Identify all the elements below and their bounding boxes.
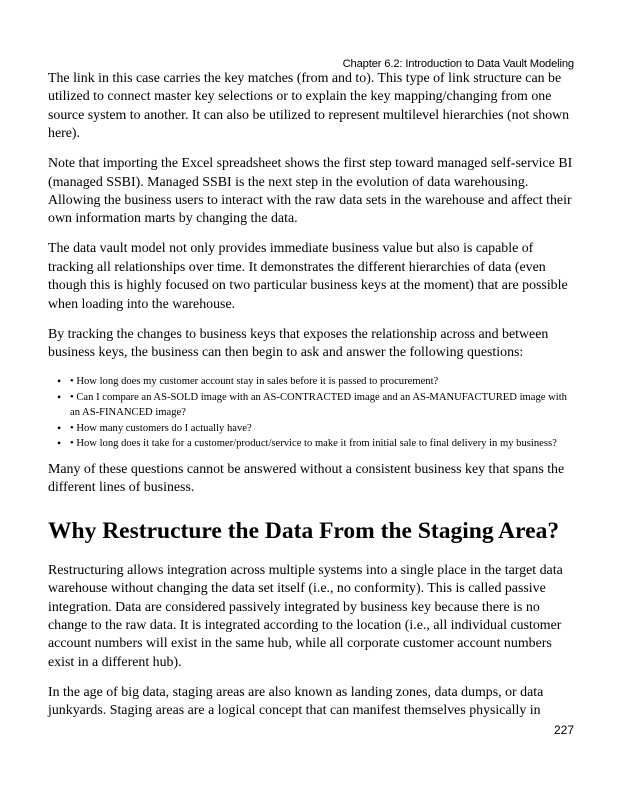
section-heading: Why Restructure the Data From the Staging Area? bbox=[48, 517, 560, 544]
question-list-item: • • Can I compare an AS-SOLD image with an AS-CONTRACTED image and an AS-MANUFACTURED image with an AS-FINANCED image? bbox=[70, 390, 578, 421]
body-paragraph: The data vault model not only provides immediate business value but also is capable of tracking all relationships over time. It demonstrates the different hierarchies of data (even though this is highly focused on two particular business keys at the moment) that are possible when loading into the warehouse. bbox=[48, 241, 568, 312]
question-list-item: • • How long does my customer account stay in sales before it is passed to procurement? bbox=[70, 374, 578, 390]
body-paragraph: In the age of big data, staging areas are also known as landing zones, data dumps, or data junkyards. Staging areas are a logical concept that can manifest themselves physically in bbox=[48, 684, 544, 719]
question-list bbox=[48, 374, 578, 452]
body-paragraph: The link in this case carries the key matches (from and to). This type of link structure can be utilized to connect master key selections or to explain the key mapping/changing from one source system to another. It can also be utilized to represent multilevel hierarchies (not shown here). bbox=[48, 71, 570, 142]
running-header: Chapter 6.2: Introduction to Data Vault Modeling bbox=[342, 58, 574, 70]
page-body bbox=[48, 70, 578, 732]
question-list-item: • • How many customers do I actually have? bbox=[70, 421, 578, 437]
question-list-item: • • How long does it take for a customer/product/service to make it from initial sale to final delivery in my business? bbox=[70, 436, 578, 452]
body-paragraph: Restructuring allows integration across multiple systems into a single place in the target data warehouse without changing the data set itself (i.e., no conformity). This is called passive integration. Data are considered passively integrated by business key because there is no change to the raw data. It is integrated according to the location (i.e., all individual customer account numbers will exist in the same hub, while all corporate customer account numbers exist in a different hub). bbox=[48, 562, 563, 670]
body-paragraph: Many of these questions cannot be answered without a consistent business key that spans the different lines of business. bbox=[48, 462, 565, 496]
body-paragraph: By tracking the changes to business keys that exposes the relationship across and between business keys, the business can then begin to ask and answer the following questions: bbox=[48, 326, 549, 361]
page-number: 227 bbox=[553, 723, 574, 737]
body-paragraph: Note that importing the Excel spreadsheet shows the first step toward managed self-service BI (managed SSBI). Managed SSBI is the next step in the evolution of data warehousing. Allowing the business users to interact with the raw data sets in the warehouse and affect their own information marts by changing the data. bbox=[48, 156, 573, 227]
